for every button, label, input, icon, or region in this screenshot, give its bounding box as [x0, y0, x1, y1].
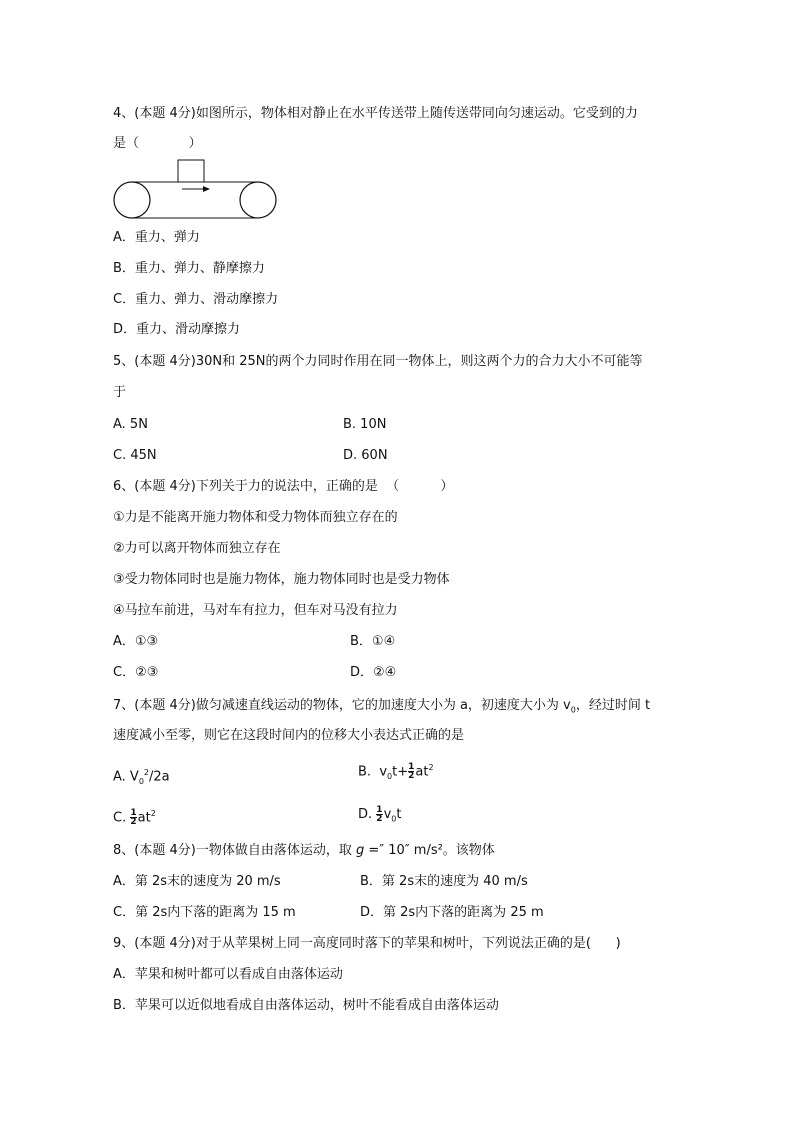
q5-option-d: D. 60N: [343, 448, 388, 463]
arrow-head: [203, 186, 210, 192]
q4-option-b: B．重力、弹力、静摩擦力: [113, 261, 265, 276]
q4-stem-line1: 4、(本题 4分)如图所示，物体相对静止在水平传送带上随传送带同向匀速运动。它受到的力: [113, 106, 638, 121]
q9-stem: 9、(本题 4分)对于从苹果树上同一高度同时落下的苹果和树叶，下列说法正确的是( ): [113, 936, 621, 951]
left-roller: [114, 182, 150, 218]
q8-option-a: A．第 2s末的速度为 20 m/s: [113, 874, 281, 889]
q6-statement-1: ①力是不能离开施力物体和受力物体而独立存在的: [113, 510, 398, 525]
q7-stem-line1: 7、(本题 4分)做匀减速直线运动的物体，它的加速度大小为 a，初速度大小为 $v_0$，经过时间 t: [113, 698, 651, 715]
q4-option-c: C．重力、弹力、滑动摩擦力: [113, 292, 279, 307]
q7-option-b: B. $v_0t+$ $\frac{1}{2}$ $at^2$: [358, 762, 434, 782]
q5-stem-line2: 于: [113, 385, 127, 400]
q9-option-a: A．苹果和树叶都可以看成自由落体运动: [113, 967, 343, 982]
fraction-half: $\frac{1}{2}$: [408, 762, 415, 782]
q8-stem: 8、(本题 4分)一物体做自由落体运动，取 g =″ 10″ m/s²。该物体: [113, 843, 495, 858]
q4-option-d: D．重力、滑动摩擦力: [113, 322, 241, 337]
q5-option-c: C. 45N: [113, 448, 157, 463]
q6-option-a: A．①③: [113, 634, 159, 649]
q8-option-c: C．第 2s内下落的距离为 15 m: [113, 905, 296, 920]
box-object: [178, 160, 204, 182]
q6-option-c: C．②③: [113, 665, 159, 680]
q5-option-b: B. 10N: [343, 417, 387, 432]
right-roller: [240, 182, 276, 218]
q5-stem-line1: 5、(本题 4分)30N和 25N的两个力同时作用在同一物体上，则这两个力的合力大小不可能等: [113, 354, 643, 369]
q7-stem-line2: 速度减小至零，则它在这段时间内的位移大小表达式正确的是: [113, 728, 465, 743]
fraction-half: $\frac{1}{2}$: [130, 808, 137, 828]
q8-option-b: B．第 2s末的速度为 40 m/s: [360, 874, 528, 889]
q5-option-a: A. 5N: [113, 417, 148, 432]
q4-stem-line2: 是（ ）: [113, 136, 202, 151]
q9-option-b: B．苹果可以近似地看成自由落体运动，树叶不能看成自由落体运动: [113, 998, 499, 1013]
q7-option-a: A. $V_0^2/2a$: [113, 768, 170, 786]
conveyor-belt-figure: [112, 158, 280, 222]
q6-statement-3: ③受力物体同时也是施力物体，施力物体同时也是受力物体: [113, 572, 450, 587]
q4-option-a: A．重力、弹力: [113, 230, 200, 245]
q6-option-d: D．②④: [350, 665, 397, 680]
q6-stem: 6、(本题 4分)下列关于力的说法中，正确的是 （ ）: [113, 479, 454, 494]
q7-option-d: D. $\frac{1}{2}$ $v_0t$: [358, 805, 402, 824]
q6-statement-4: ④马拉车前进，马对车有拉力，但车对马没有拉力: [113, 603, 398, 618]
q7-option-c: C. $\frac{1}{2}$ $at^2$: [113, 808, 156, 828]
q6-option-b: B．①④: [350, 634, 396, 649]
q6-statement-2: ②力可以离开物体而独立存在: [113, 541, 281, 556]
q8-option-d: D．第 2s内下落的距离为 25 m: [360, 905, 544, 920]
fraction-half: $\frac{1}{2}$: [376, 805, 383, 824]
